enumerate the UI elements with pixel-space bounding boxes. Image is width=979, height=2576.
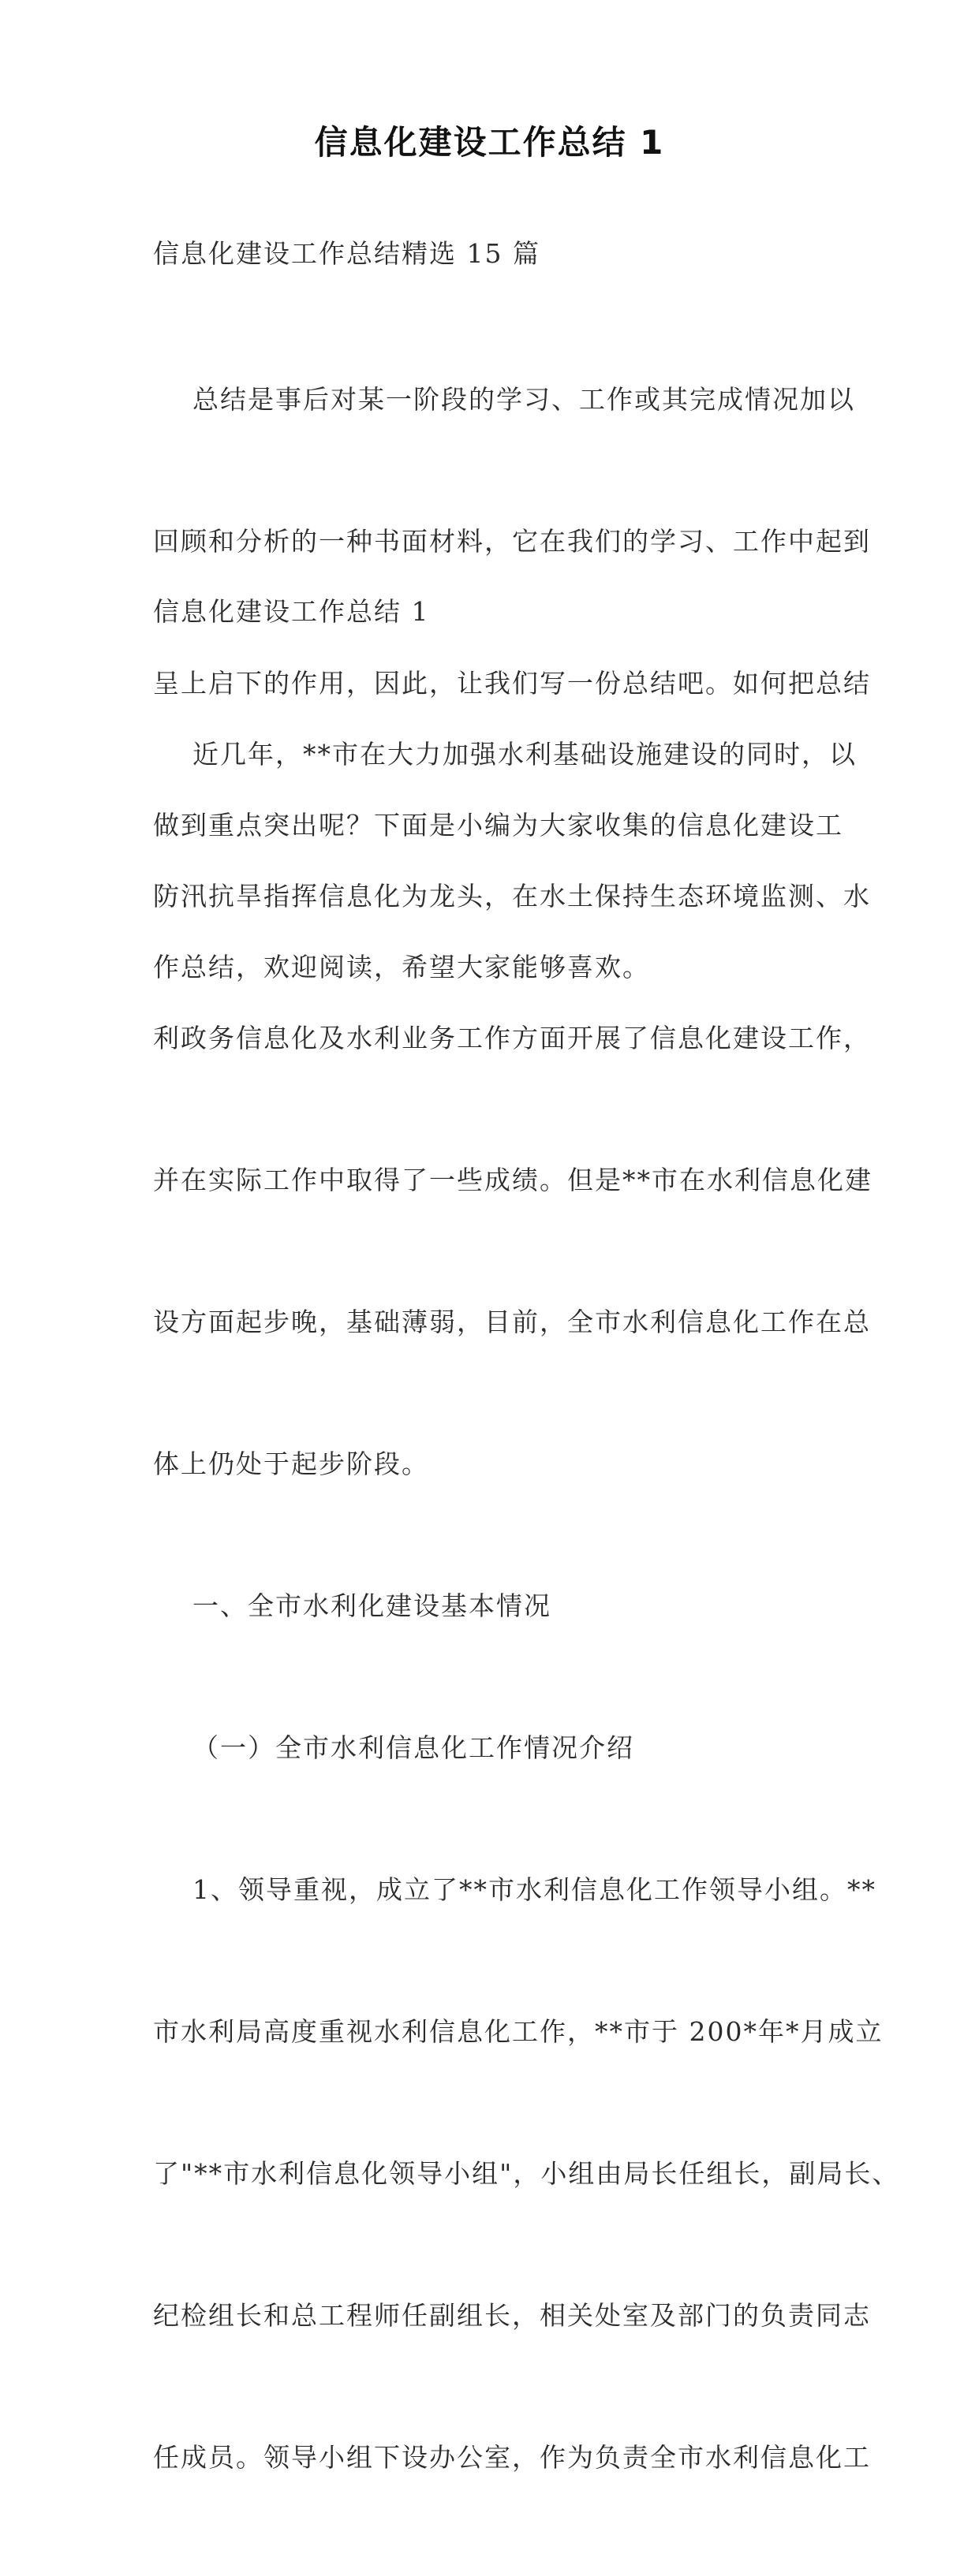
document-subtitle: 信息化建设工作总结精选 15 篇 bbox=[153, 238, 540, 269]
intro-line: 回顾和分析的一种书面材料，它在我们的学习、工作中起到 bbox=[153, 526, 871, 557]
body-line: 设方面起步晚，基础薄弱，目前，全市水利信息化工作在总 bbox=[153, 1307, 871, 1337]
body-line: 防汛抗旱指挥信息化为龙头，在水土保持生态环境监测、水 bbox=[153, 881, 871, 911]
body-line: 1、领导重视，成立了**市水利信息化工作领导小组。** bbox=[153, 1874, 876, 1905]
subheading-line: 一、全市水利化建设基本情况 bbox=[153, 1590, 551, 1621]
body-line: 并在实际工作中取得了一些成绩。但是**市在水利信息化建 bbox=[153, 1165, 873, 1195]
body-line: 市水利局高度重视水利信息化工作，**市于 200*年*月成立 bbox=[153, 2016, 884, 2047]
body-line: 近几年，**市在大力加强水利基础设施建设的同时，以 bbox=[153, 739, 857, 770]
body-line: 了"**市水利信息化领导小组"，小组由局长任组长，副局长、 bbox=[153, 2158, 900, 2189]
body-line: 任成员。领导小组下设办公室，作为负责全市水利信息化工 bbox=[153, 2442, 871, 2473]
body-line: 体上仍处于起步阶段。 bbox=[153, 1448, 429, 1479]
section-heading: 信息化建设工作总结 1 bbox=[153, 596, 430, 627]
intro-line: 呈上启下的作用，因此，让我们写一份总结吧。如何把总结 bbox=[153, 668, 871, 699]
intro-line: 总结是事后对某一阶段的学习、工作或其完成情况加以 bbox=[153, 384, 855, 415]
document-title: 信息化建设工作总结 1 bbox=[314, 123, 665, 162]
body-line: 利政务信息化及水利业务工作方面开展了信息化建设工作， bbox=[153, 1023, 871, 1053]
body-text bbox=[153, 636, 900, 2576]
body-line: 纪检组长和总工程师任副组长，相关处室及部门的负责同志 bbox=[153, 2300, 871, 2331]
intro-line: 作总结，欢迎阅读，希望大家能够喜欢。 bbox=[153, 952, 650, 982]
intro-line: 做到重点突出呢？下面是小编为大家收集的信息化建设工 bbox=[153, 810, 843, 841]
subheading-line: （一）全市水利信息化工作情况介绍 bbox=[153, 1732, 634, 1763]
